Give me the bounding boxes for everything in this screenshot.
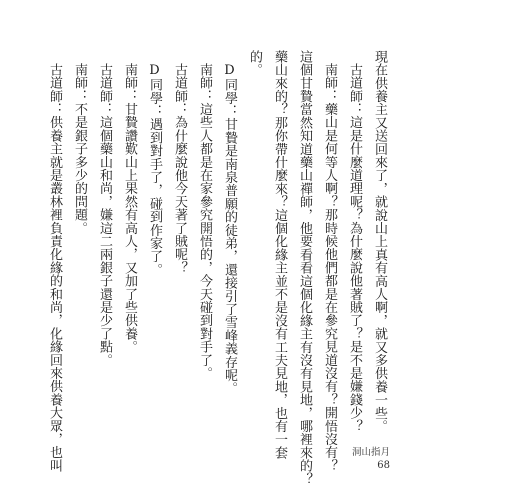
text-column: 古道師：這個藥山和尚，嫌這二兩銀子還是少了點。 bbox=[97, 63, 112, 367]
text-column: 古道師：為什麼說他今天著了賊呢？ bbox=[172, 63, 187, 275]
text-column: D同學：甘贄是南泉普願的徒弟，還接引了雪峰義存呢。 bbox=[222, 63, 237, 395]
text-column: 古道師：這是什麼道理呢？為什麼說他著賊了？是不是嫌錢少？ bbox=[347, 63, 362, 433]
text-column: 這個甘贄當然知道藥山禪師，他要看看這個化緣主有沒有見地，哪裡來的？ bbox=[297, 50, 312, 486]
text-column: 現在供養主又送回來了，就說山上真有高人啊，就又多供養一些。 bbox=[372, 50, 387, 433]
text-column: 南師：藥山是何等人啊？那時候他們都是在參究見道沒有？開悟沒有？ bbox=[322, 63, 337, 473]
text-column: 南師：甘贄讚歎山上果然有高人，又加了些供養。 bbox=[122, 63, 137, 354]
text-column: 南師：不是銀子多少的問題。 bbox=[72, 63, 87, 235]
page-number: 68 bbox=[377, 460, 390, 471]
vertical-text-body bbox=[40, 50, 390, 486]
text-column: 南師：這些人都是在家參究開悟的，今天碰到對手了。 bbox=[197, 63, 212, 380]
text-column: D同學：遇到對手了，碰到作家了。 bbox=[147, 63, 162, 277]
text-column: 藥山來的？那你帶什麼來？這個化緣主並不是沒有工夫見地，也有一套 bbox=[272, 50, 287, 460]
text-column: 的。 bbox=[247, 50, 262, 77]
running-title: 洞山指月 bbox=[351, 447, 390, 458]
page-footer bbox=[352, 446, 390, 472]
text-column: 古道師：供養主就是叢林裡負責化緣的和尚，化緣回來供養大眾，也叫 bbox=[47, 63, 62, 473]
